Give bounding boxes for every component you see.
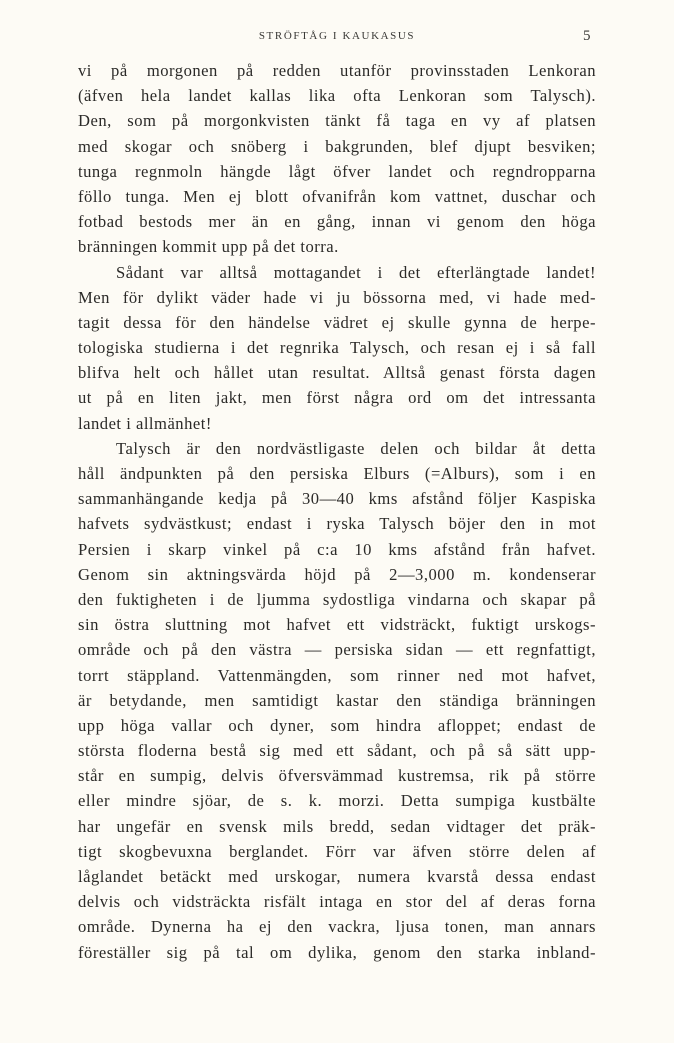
text-line: vi på morgonen på redden utanför provinsstaden Lenkoran bbox=[78, 61, 596, 80]
text-line: delvis och vidsträckta risfält intaga en stor del af deras forna bbox=[78, 892, 596, 912]
text-line: upp höga vallar och dyner, som hindra afloppet; endast de bbox=[78, 715, 596, 735]
text-line: sammanhängande kedja på 30—40 kms afstånd följer Kaspiska bbox=[78, 489, 596, 509]
text-line: Men för dylikt väder hade vi ju bössorna med, vi hade med- bbox=[78, 287, 596, 307]
paragraph-start-line: Talysch är den nordvästligaste delen och bildar åt detta bbox=[116, 438, 596, 458]
text-line: står en sumpig, delvis öfversvämmad kustremsa, rik på större bbox=[78, 766, 596, 786]
text-line: håll ändpunkten på den persiska Elburs (=Alburs), som i en bbox=[78, 464, 596, 483]
page-number: 5 bbox=[583, 28, 591, 44]
text-line: är betydande, men samtidigt kastar den ständiga bränningen bbox=[78, 690, 596, 710]
text-line: Den, som på morgonkvisten tänkt få taga en vy af platsen bbox=[78, 111, 596, 131]
text-line: låglandet betäckt med urskogar, numera kvarstå dessa endast bbox=[78, 867, 596, 886]
text-line: landet i allmänhet! bbox=[78, 413, 212, 433]
text-line: hafvets sydvästkust; endast i ryska Talysch böjer den in mot bbox=[78, 514, 596, 534]
text-line: (äfven hela landet kallas lika ofta Lenkoran som Talysch). bbox=[78, 86, 596, 106]
text-line: största floderna bestå sig med ett sådant, och på så sätt upp- bbox=[78, 741, 596, 761]
text-line: föllo tunga. Men ej blott ofvanifrån kom vattnet, duschar och bbox=[78, 186, 596, 206]
text-line: tologiska studierna i det regnrika Talysch, och resan ej i så fall bbox=[78, 338, 596, 358]
text-line: Persien i skarp vinkel på c:a 10 kms afstånd från hafvet. bbox=[78, 539, 596, 559]
text-line: Genom sin aktningsvärda höjd på 2—3,000 m. kondenserar bbox=[78, 564, 596, 584]
text-line: ut på en liten jakt, men först några ord om det intressanta bbox=[78, 388, 596, 408]
text-line: blifva helt och hållet utan resultat. Alltså genast första dagen bbox=[78, 363, 596, 383]
text-line: tagit dessa för den händelse vädret ej skulle gynna de herpe- bbox=[78, 312, 596, 332]
text-line: område och på den västra — persiska sidan — ett regnfattigt, bbox=[78, 640, 596, 660]
running-head: STRÖFTÅG I KAUKASUS bbox=[258, 30, 416, 42]
text-line: föreställer sig på tal om dylika, genom den starka inbland- bbox=[78, 942, 596, 962]
text-line: den fuktigheten i de ljumma sydostliga vindarna och skapar på bbox=[78, 589, 596, 609]
text-line: bränningen kommit upp på det torra. bbox=[78, 237, 339, 257]
text-line: område. Dynerna ha ej den vackra, ljusa tonen, man annars bbox=[78, 917, 596, 937]
text-line: med skogar och snöberg i bakgrunden, blef djupt besviken; bbox=[78, 136, 596, 156]
text-line: fotbad bestods mer än en gång, innan vi genom den höga bbox=[78, 212, 596, 232]
paragraph-start-line: Sådant var alltså mottagandet i det efterlängtade landet! bbox=[116, 262, 596, 282]
text-line: torrt stäppland. Vattenmängden, som rinner ned mot hafvet, bbox=[78, 665, 596, 685]
text-line: har ungefär en svensk mils bredd, sedan vidtager det präk- bbox=[78, 816, 596, 836]
body-text bbox=[78, 58, 596, 965]
text-line: eller mindre sjöar, de s. k. morzi. Detta sumpiga kustbälte bbox=[78, 791, 596, 811]
text-line: sin östra sluttning mot hafvet ett vidsträckt, fuktigt urskogs- bbox=[78, 615, 596, 635]
text-line: tunga regnmoln hängde lågt öfver landet och regndropparna bbox=[78, 161, 596, 181]
text-line: tigt skogbevuxna berglandet. Förr var äfven större delen af bbox=[78, 841, 596, 861]
